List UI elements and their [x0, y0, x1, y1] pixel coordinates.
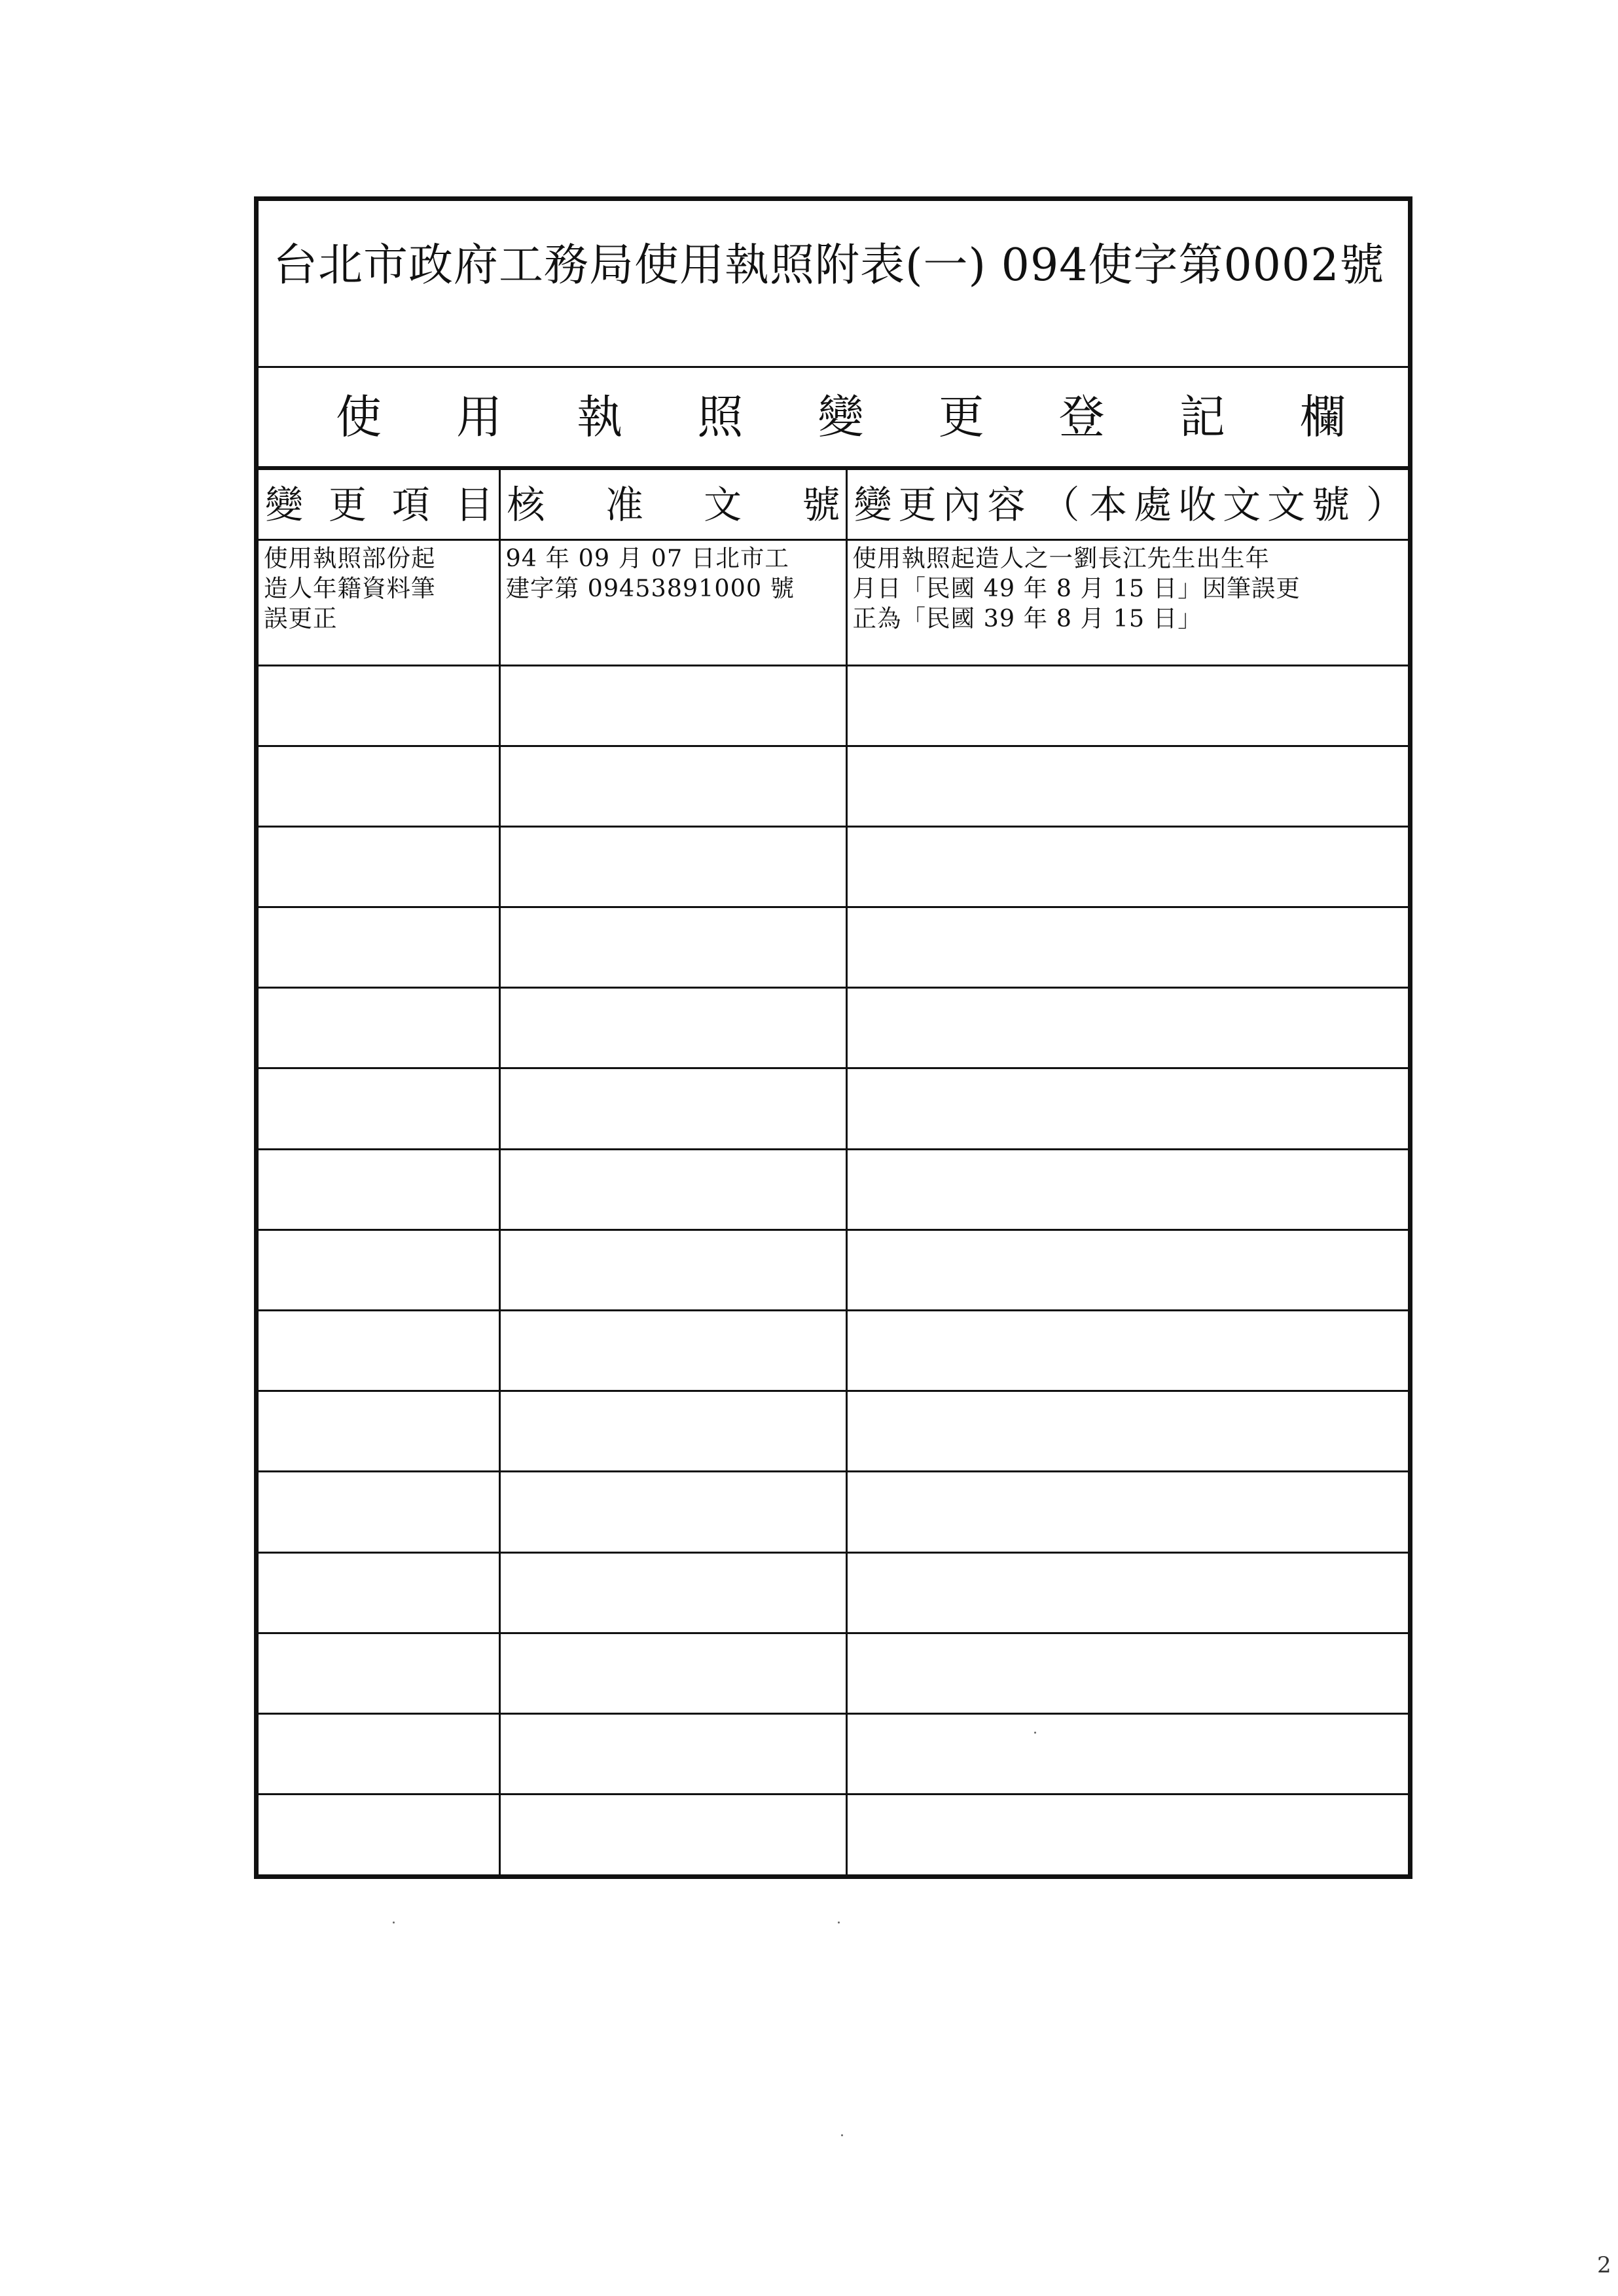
- column-header-change-content: [846, 469, 1408, 540]
- empty-table-row: [259, 1311, 1408, 1391]
- header-char: 項: [391, 482, 430, 527]
- section-heading-char: 使: [336, 390, 382, 444]
- empty-cell-change-content: [846, 907, 1408, 988]
- empty-table-row: [259, 1391, 1408, 1472]
- cell-change-item: [259, 540, 499, 665]
- empty-cell-change-content: [846, 1713, 1408, 1794]
- empty-cell-change-content: [846, 1391, 1408, 1472]
- empty-cell-approval-number: [499, 1311, 846, 1391]
- empty-cell-change-content: [846, 1068, 1408, 1149]
- empty-cell-approval-number: [499, 1795, 846, 1875]
- header-char: 文: [704, 482, 742, 527]
- empty-cell-approval-number: [499, 1472, 846, 1552]
- empty-cell-change-item: [259, 907, 499, 988]
- header-text: ）: [1365, 482, 1404, 527]
- empty-cell-approval-number: [499, 746, 846, 826]
- form-title-block: [259, 201, 1408, 368]
- scan-speck: [393, 1922, 395, 1923]
- empty-cell-change-content: [846, 1311, 1408, 1391]
- cell-line: 月日「民國 49 年 8 月 15 日」因筆誤更: [852, 574, 1301, 603]
- empty-cell-change-content: [846, 988, 1408, 1068]
- section-heading-char: 記: [1179, 390, 1225, 444]
- empty-cell-change-item: [259, 1472, 499, 1552]
- empty-cell-change-item: [259, 988, 499, 1068]
- cell-line: 建字第 09453891000 號: [505, 574, 795, 603]
- empty-cell-approval-number: [499, 665, 846, 746]
- empty-cell-change-item: [259, 1633, 499, 1713]
- empty-cell-change-item: [259, 1552, 499, 1633]
- empty-cell-approval-number: [499, 1552, 846, 1633]
- table-header-row: [259, 469, 1408, 540]
- form-title: 台北市政府工務局使用執照附表(一) 094使字第0002號: [273, 240, 1385, 291]
- cell-line: 造人年籍資料筆: [264, 574, 436, 603]
- empty-cell-approval-number: [499, 1713, 846, 1794]
- cell-change-content: [846, 540, 1408, 665]
- empty-cell-change-item: [259, 1230, 499, 1310]
- change-registration-form: [254, 196, 1412, 1879]
- header-char: 更: [328, 482, 367, 527]
- empty-cell-change-item: [259, 1713, 499, 1794]
- empty-table-row: [259, 1795, 1408, 1875]
- empty-cell-approval-number: [499, 1391, 846, 1472]
- empty-cell-change-content: [846, 826, 1408, 907]
- cell-line: 正為「民國 39 年 8 月 15 日」: [852, 604, 1202, 633]
- empty-cell-approval-number: [499, 1230, 846, 1310]
- empty-cell-change-item: [259, 826, 499, 907]
- empty-table-row: [259, 1472, 1408, 1552]
- section-heading: [259, 368, 1408, 468]
- empty-cell-change-content: [846, 1230, 1408, 1310]
- section-heading-char: 登: [1058, 390, 1105, 444]
- header-char: 目: [455, 482, 494, 527]
- empty-table-row: [259, 1230, 1408, 1310]
- cell-line: 使用執照起造人之一劉長江先生出生年: [852, 544, 1270, 573]
- empty-table-row: [259, 826, 1408, 907]
- empty-table-row: [259, 1149, 1408, 1230]
- empty-table-row: [259, 907, 1408, 988]
- section-heading-char: 更: [938, 390, 984, 444]
- table-row: [259, 540, 1408, 665]
- header-char: 核: [507, 482, 545, 527]
- empty-table-row: [259, 1713, 1408, 1794]
- empty-cell-approval-number: [499, 1149, 846, 1230]
- cell-line: 誤更正: [264, 604, 338, 633]
- empty-table-row: [259, 665, 1408, 746]
- header-text: 本處收文文號: [1089, 482, 1357, 527]
- empty-table-row: [259, 1552, 1408, 1633]
- empty-cell-change-content: [846, 1472, 1408, 1552]
- page-number-mark: 2: [1597, 2252, 1611, 2278]
- header-char: 號: [802, 482, 840, 527]
- scan-speck: [1034, 1732, 1036, 1734]
- empty-cell-change-content: [846, 665, 1408, 746]
- scan-speck: [838, 1922, 840, 1923]
- empty-cell-change-item: [259, 1391, 499, 1472]
- empty-cell-change-content: [846, 746, 1408, 826]
- empty-cell-change-content: [846, 1633, 1408, 1713]
- empty-cell-change-content: [846, 1795, 1408, 1875]
- scan-speck: [841, 2134, 843, 2136]
- change-table: [259, 468, 1408, 1875]
- empty-cell-approval-number: [499, 826, 846, 907]
- empty-cell-approval-number: [499, 1633, 846, 1713]
- cell-line: 94 年 09 月 07 日北市工: [505, 544, 789, 573]
- empty-cell-approval-number: [499, 907, 846, 988]
- empty-cell-approval-number: [499, 988, 846, 1068]
- header-text: 變更內容: [854, 482, 1032, 527]
- cell-line: 使用執照部份起: [264, 544, 436, 573]
- empty-cell-change-item: [259, 1311, 499, 1391]
- section-heading-char: 變: [818, 390, 864, 444]
- section-heading-char: 欄: [1300, 390, 1346, 444]
- header-text: （: [1041, 482, 1080, 527]
- section-heading-char: 照: [697, 390, 744, 444]
- empty-cell-change-content: [846, 1552, 1408, 1633]
- empty-cell-approval-number: [499, 1068, 846, 1149]
- empty-table-row: [259, 988, 1408, 1068]
- column-header-change-item: [259, 469, 499, 540]
- empty-table-row: [259, 746, 1408, 826]
- empty-cell-change-item: [259, 1149, 499, 1230]
- empty-cell-change-item: [259, 1068, 499, 1149]
- empty-table-row: [259, 1068, 1408, 1149]
- section-heading-char: 用: [456, 390, 503, 444]
- section-heading-char: 執: [577, 390, 623, 444]
- cell-approval-number: [499, 540, 846, 665]
- empty-table-row: [259, 1633, 1408, 1713]
- column-header-approval-number: [499, 469, 846, 540]
- header-char: 變: [265, 482, 304, 527]
- empty-cell-change-item: [259, 665, 499, 746]
- header-char: 准: [605, 482, 643, 527]
- empty-cell-change-item: [259, 1795, 499, 1875]
- empty-cell-change-content: [846, 1149, 1408, 1230]
- empty-cell-change-item: [259, 746, 499, 826]
